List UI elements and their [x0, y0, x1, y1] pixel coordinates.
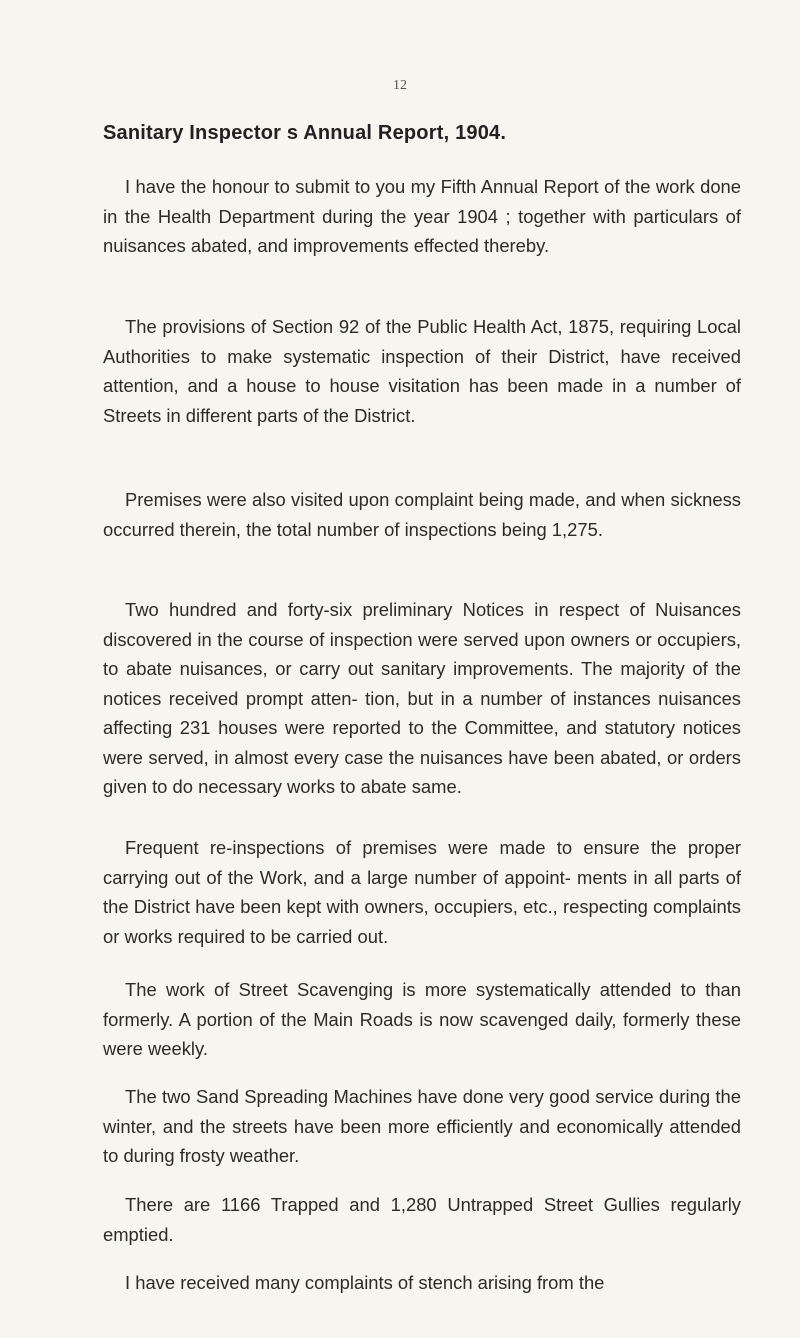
- paragraph-notices: Two hundred and forty-six preliminary Notices in respect of Nuisances discovered in the course of inspection were served upon owners or occupiers, to abate nuisances, or carry out sanitary improvements. The majority of the notices received prompt atten- tion, but in a number of instances nuisances affecting 231 houses were reported to the Committee, and statutory notices were served, in almost every case the nuisances have been abated, or orders given to do necessary works to abate same.: [103, 599, 741, 797]
- paragraph-section-92: The provisions of Section 92 of the Public Health Act, 1875, requiring Local Authorities to make systematic inspection of their District, have received attention, and a house to house visitation has been made in a number of Streets in different parts of the District.: [103, 316, 741, 426]
- paragraph-reinspections: Frequent re-inspections of premises were made to ensure the proper carrying out of the Work, and a large number of appoint- ments in all parts of the District have been kept with owners, occupiers, etc., respecting complaints or works required to be carried out.: [103, 837, 741, 947]
- paragraph-sand-spreading: The two Sand Spreading Machines have done very good service during the winter, and the streets have been more efficiently and economically attended to during frosty weather.: [103, 1086, 741, 1166]
- paragraph-scavenging: The work of Street Scavenging is more systematically attended to than formerly. A portion of the Main Roads is now scavenged daily, formerly these were weekly.: [103, 979, 741, 1059]
- paragraph-gullies: There are 1166 Trapped and 1,280 Untrapped Street Gullies regularly emptied.: [103, 1194, 741, 1245]
- paragraph-complaints: I have received many complaints of stench arising from the: [125, 1272, 605, 1293]
- paragraph-intro: I have the honour to submit to you my Fifth Annual Report of the work done in the Health Department during the year 1904 ; together with particulars of nuisances abated, and improvements effected thereby.: [103, 176, 741, 256]
- paragraph-inspections: Premises were also visited upon complaint being made, and when sickness occurred therein, the total number of inspections being 1,275.: [103, 489, 741, 540]
- report-heading: Sanitary Inspector s Annual Report, 1904.: [103, 122, 507, 144]
- page-number: 12: [393, 78, 407, 93]
